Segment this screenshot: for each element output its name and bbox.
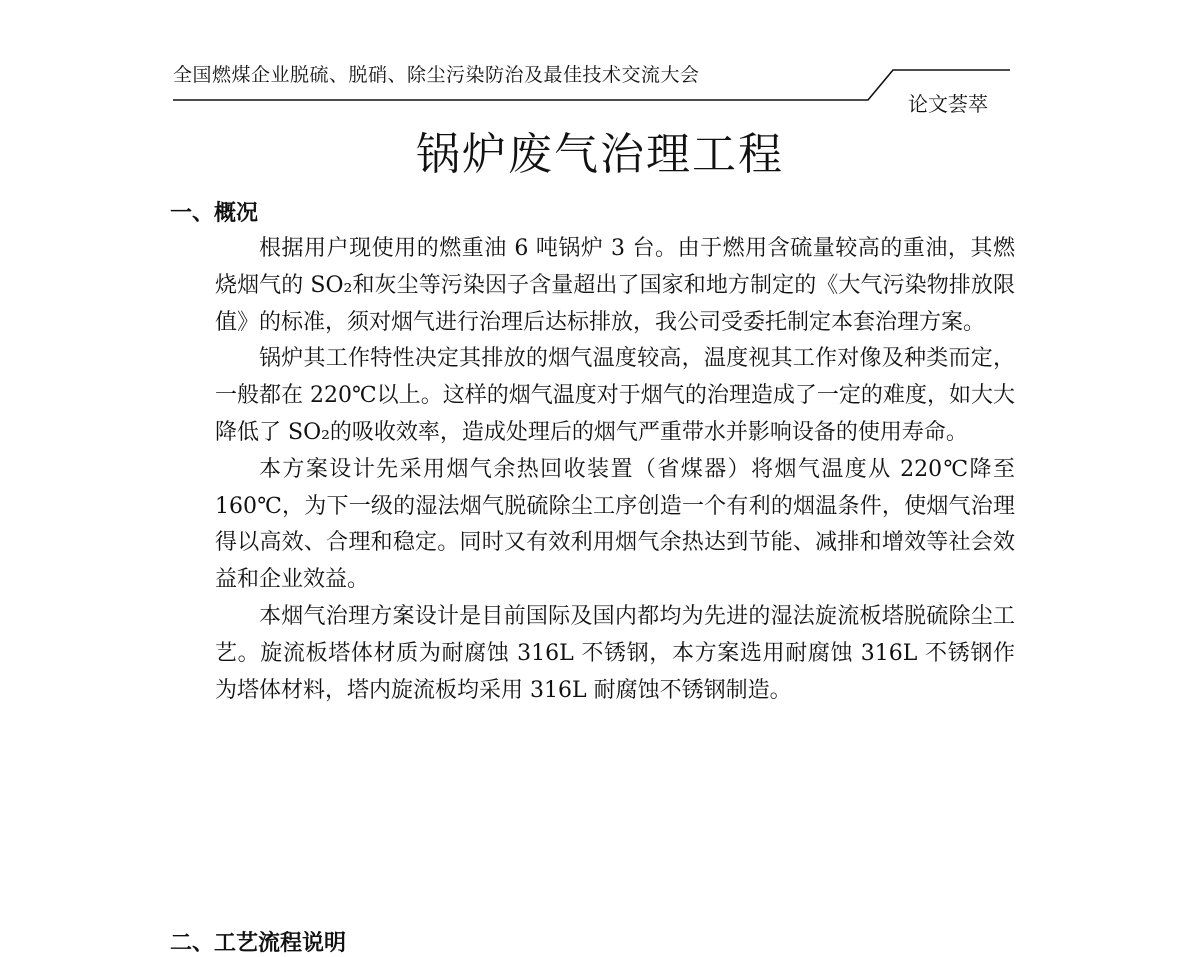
conference-title: 全国燃煤企业脱硫、脱硝、除尘污染防治及最佳技术交流大会 <box>173 64 700 86</box>
section-tag: 论文荟萃 <box>908 92 988 116</box>
paragraph: 根据用户现使用的燃重油 6 吨锅炉 3 台。由于燃用含硫量较高的重油，其燃烧烟气的 SO₂和灰尘等污染因子含量超出了国家和地方制定的《大气污染物排放限值》的标准，须对烟气进行治理后达标排放，我公司受委托制定本套治理方案。 <box>215 236 1015 335</box>
section-heading-process: 二、工艺流程说明 <box>170 930 347 956</box>
overview-body <box>215 231 1015 709</box>
paragraph: 锅炉其工作特性决定其排放的烟气温度较高，温度视其工作对像及种类而定，一般都在 220℃以上。这样的烟气温度对于烟气的治理造成了一定的难度，如大大降低了 SO₂的吸收效率，造成处理后的烟气严重带水并影响设备的使用寿命。 <box>215 346 1015 445</box>
document-title: 锅炉废气治理工程 <box>416 129 784 180</box>
section-heading-overview: 一、概况 <box>170 200 259 226</box>
paragraph: 本烟气治理方案设计是目前国际及国内都均为先进的湿法旋流板塔脱硫除尘工艺。旋流板塔体材质为耐腐蚀 316L 不锈钢，本方案选用耐腐蚀 316L 不锈钢作为塔体材料，塔内旋流板均采用 316L 耐腐蚀不锈钢制造。 <box>215 603 1015 703</box>
paragraph: 本方案设计先采用烟气余热回收装置（省煤器）将烟气温度从 220℃降至 160℃，为下一级的湿法烟气脱硫除尘工序创造一个有利的烟温条件，使烟气治理得以高效、合理和稳定。同时又有效利用烟气余热达到节能、减排和增效等社会效益和企业效益。 <box>215 456 1015 593</box>
